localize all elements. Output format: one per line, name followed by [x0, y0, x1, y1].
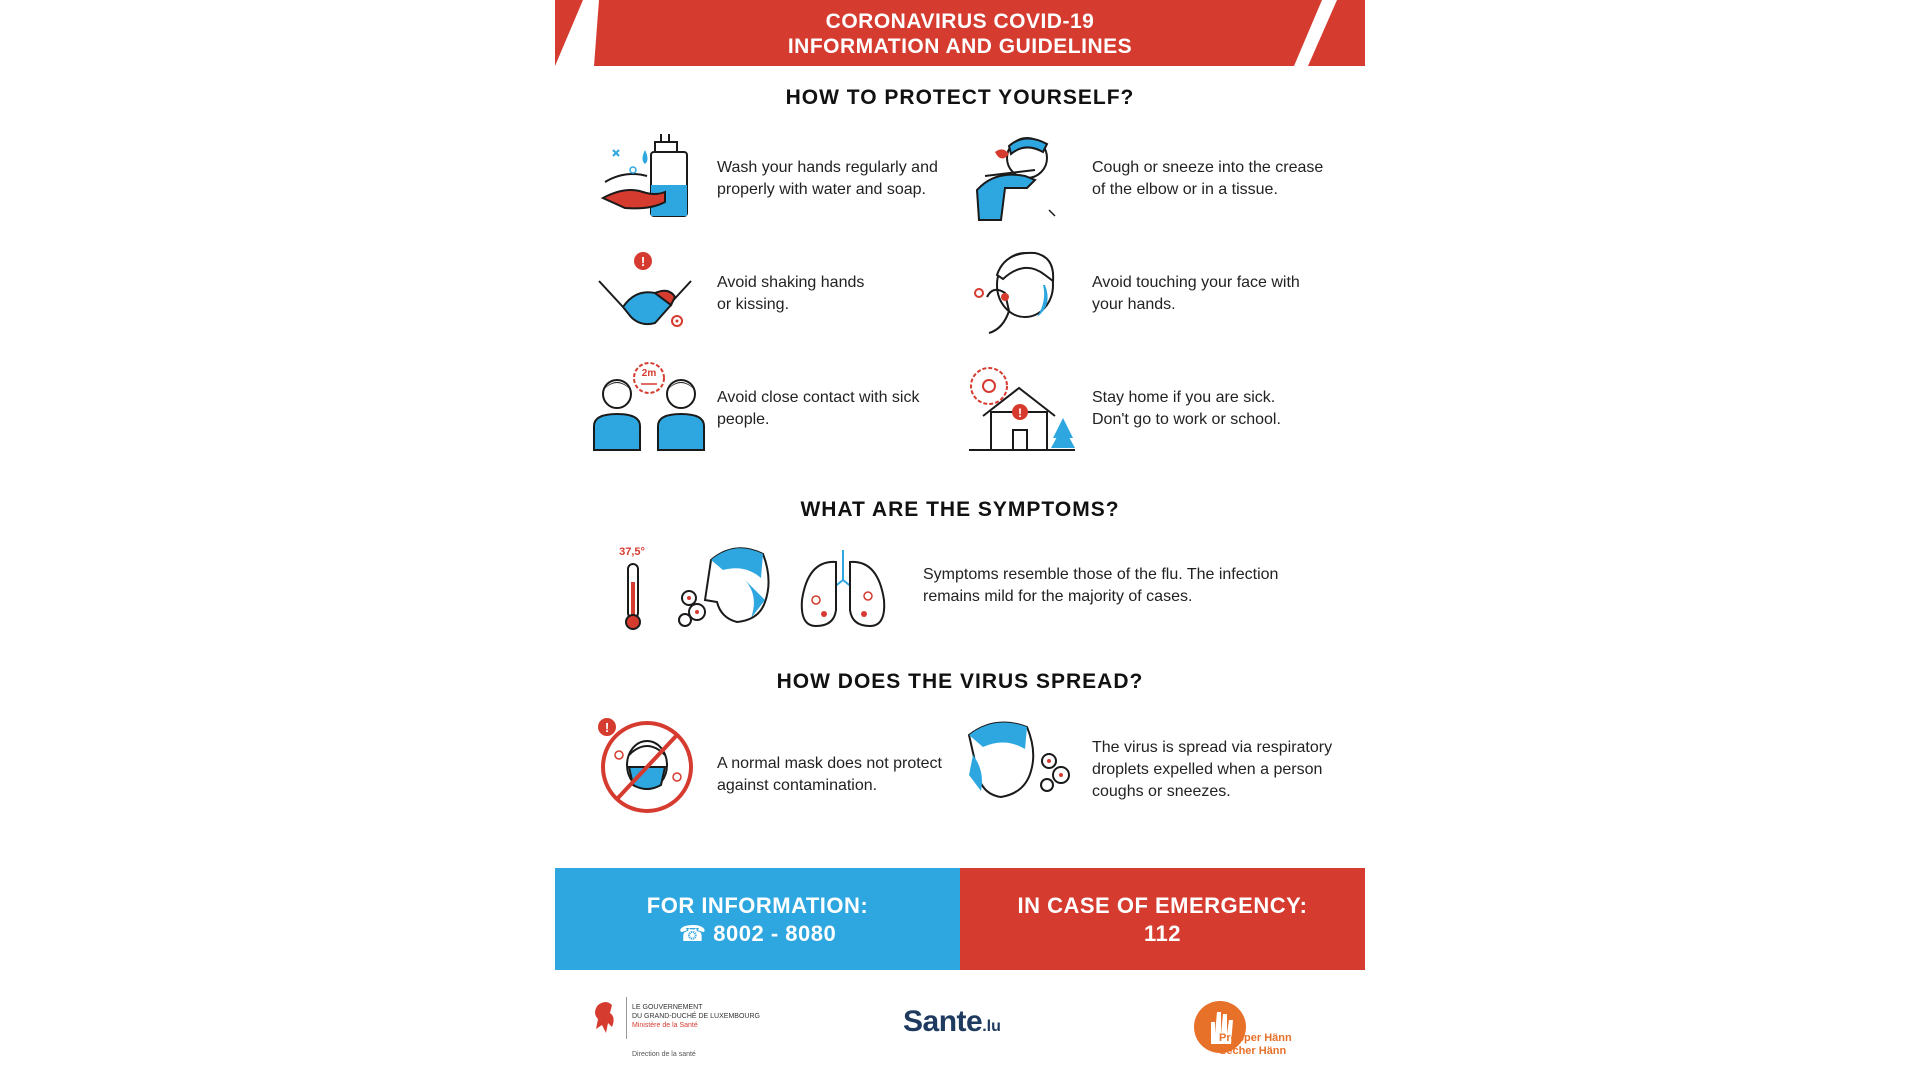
protect-item-handshake-l1: Avoid shaking hands — [717, 274, 865, 291]
logo-divider — [626, 997, 627, 1039]
protect-item-cough — [965, 130, 1345, 230]
protect-item-face — [965, 245, 1345, 345]
lungs-icon — [798, 550, 888, 635]
banner-title-line2: INFORMATION AND GUIDELINES — [787, 35, 1133, 58]
symptoms-row — [615, 540, 1315, 640]
face-touch-icon — [965, 245, 1065, 340]
phone-icon: ☎ — [678, 922, 707, 947]
stay-home-icon — [965, 360, 1075, 455]
spread-mask-l2: against contamination. — [717, 777, 878, 794]
section-title-protect: HOW TO PROTECT YOURSELF? — [785, 86, 1135, 109]
thermometer-icon — [623, 562, 643, 632]
info-box — [555, 868, 960, 970]
emergency-number[interactable]: 112 — [1144, 921, 1181, 946]
spread-mask-l1: A normal mask does not protect — [717, 755, 942, 772]
info-number[interactable]: 8002 - 8080 — [713, 921, 837, 946]
gov-line4: Direction de la santé — [632, 1051, 696, 1058]
protect-item-cough-l2: of the elbow or in a tissue. — [1092, 181, 1278, 198]
info-label: FOR INFORMATION: — [646, 893, 869, 918]
protect-item-home-l1: Stay home if you are sick. — [1092, 389, 1276, 406]
hands-line1: Propper Hänn — [1219, 1032, 1292, 1044]
hands-line2: Sécher Hänn — [1219, 1045, 1287, 1057]
spread-sneeze-l2: droplets expelled when a person — [1092, 761, 1323, 778]
protect-item-handshake — [595, 245, 955, 345]
symptoms-text-l1: Symptoms resemble those of the flu. The infection — [923, 566, 1279, 583]
mask-prohibited-icon — [595, 715, 695, 815]
coughing-person-icon — [675, 540, 785, 640]
spread-item-sneeze — [965, 715, 1345, 825]
svg-text:!: ! — [1018, 406, 1022, 420]
sante-logo — [903, 1005, 1023, 1045]
spread-sneeze-l3: coughs or sneezes. — [1092, 783, 1231, 800]
gov-line1: LE GOUVERNEMENT — [632, 1004, 703, 1011]
protect-item-home — [965, 360, 1345, 460]
info-number-line — [555, 921, 960, 947]
poster — [555, 0, 1365, 1080]
spread-sneeze-l1: The virus is spread via respiratory — [1092, 739, 1333, 756]
symptoms-text-l2: remains mild for the majority of cases. — [923, 588, 1193, 605]
emergency-label: IN CASE OF EMERGENCY: — [1017, 893, 1308, 918]
protect-item-face-l1: Avoid touching your face with — [1092, 274, 1300, 291]
protect-item-handshake-l2: or kissing. — [717, 296, 790, 313]
government-logo — [590, 995, 770, 1065]
protect-item-distance-l2: people. — [717, 411, 770, 428]
sneeze-droplets-icon — [965, 715, 1080, 815]
protect-item-cough-l1: Cough or sneeze into the crease — [1092, 159, 1324, 176]
spread-item-mask — [595, 715, 955, 825]
emergency-box — [960, 868, 1365, 970]
protect-item-distance — [590, 360, 955, 460]
sante-suffix: .lu — [982, 1018, 1001, 1035]
header-banner — [555, 0, 1365, 66]
gov-line2: DU GRAND-DUCHÉ DE LUXEMBOURG — [632, 1013, 760, 1020]
protect-item-home-l2: Don't go to work or school. — [1092, 411, 1281, 428]
protect-item-distance-l1: Avoid close contact with sick — [717, 389, 920, 406]
section-title-spread: HOW DOES THE VIRUS SPREAD? — [776, 670, 1144, 693]
section-title-symptoms: WHAT ARE THE SYMPTOMS? — [800, 498, 1120, 521]
protect-item-wash-l2: properly with water and soap. — [717, 181, 926, 198]
lion-icon — [590, 999, 620, 1039]
temperature-label: 37,5° — [619, 546, 645, 558]
cough-elbow-icon — [965, 130, 1065, 225]
banner-title-line1: CORONAVIRUS COVID-19 — [825, 10, 1095, 33]
sante-wordmark: Sante — [903, 1005, 983, 1038]
distance-badge: 2m — [641, 368, 657, 379]
protect-item-wash — [595, 130, 955, 230]
hand-wash-icon — [595, 130, 695, 225]
gov-line3: Ministère de la Santé — [632, 1022, 698, 1029]
svg-text:!: ! — [604, 720, 610, 735]
svg-text:!: ! — [640, 254, 646, 269]
protect-item-wash-l1: Wash your hands regularly and — [717, 159, 938, 176]
handshake-icon — [595, 245, 695, 340]
propper-hann-logo — [1193, 1000, 1303, 1060]
protect-item-face-l2: your hands. — [1092, 296, 1176, 313]
